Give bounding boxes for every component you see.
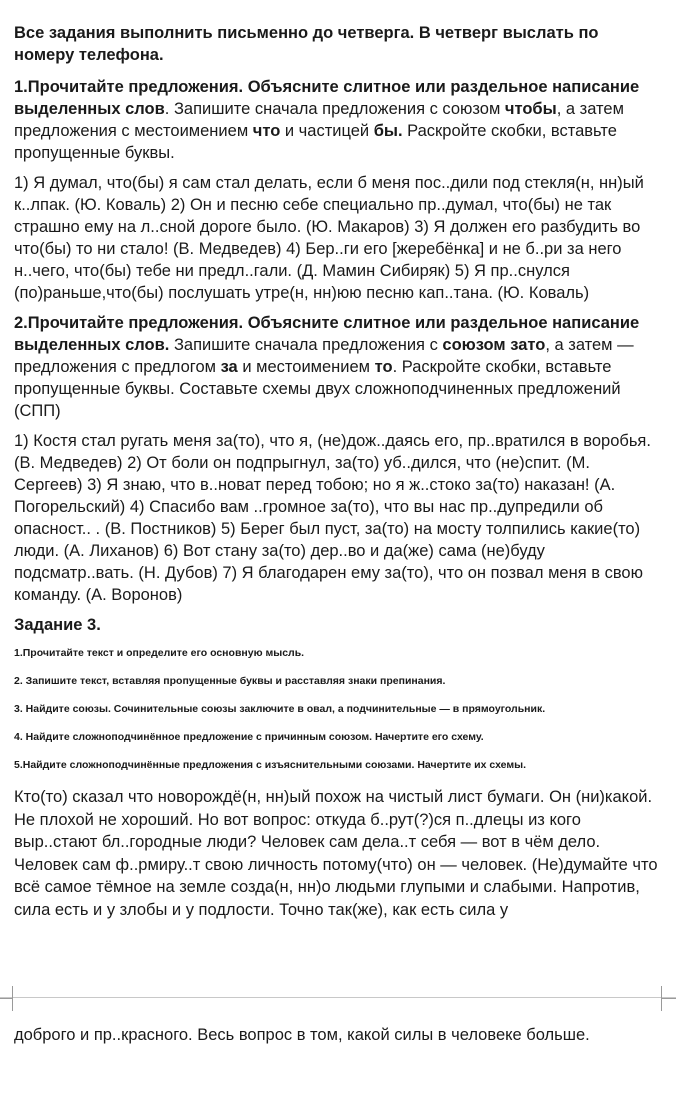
task2-instruction: 2.Прочитайте предложения. Объясните слитное или раздельное написание выделенных слов. Запишите сначала предложения с союзом зато, а затем — предложения с предлогом за и местоимением то. Раскройте скобки, вставьте пропущенные буквы. Составьте схемы двух сложноподчиненных предложений (СПП) bbox=[14, 314, 640, 420]
task3-text-continued: доброго и пр..красного. Весь вопрос в том, какой силы в человеке больше. bbox=[14, 1025, 590, 1044]
task2-sentences: 1) Костя стал ругать меня за(то), что я, (не)дож..даясь его, пр..вратился в воробья. (В. Медведев) 2) От боли он подпрыгнул, за(то) уб..дился, что (не)спит. (М. Сергеев) 3) Я знаю, что в..новат перед тобою; но я ж..стоко за(то) наказан! (А. Погорельский) 4) Спасибо вам ..громное за(то), что вы нас пр..дупредили об опасност.. . (В. Постников) 5) Берег был пуст, за(то) на мосту толпились какие(то) люди. (А. Лиханов) 6) Вот стану за(то) дер..во и да(же) сама (не)буду подсматр..вать. (Н. Дубов) 7) Я благодарен ему за(то), что он позвал меня в свою команду. (А. Воронов) bbox=[14, 432, 651, 604]
task1-sentences: 1) Я думал, что(бы) я сам стал делать, если б меня пос..дили под стекля(н, нн)ый к..лпак. (Ю. Коваль) 2) Он и песню себе специально пр..думал, что(бы) не так страшно ему на л..сной дороге было. (Ю. Макаров) 3) Я должен его разбудить во что(бы) то ни стало! (В. Медведев) 4) Бер..ги его [жеребёнка] и не б..ри за него н..чего, что(бы) тебе ни предл..гали. (Д. Мамин Сибиряк) 5) Я пр..снулся (по)раньше,что(бы) послушать утре(н, нн)юю песню кап..тана. (Ю. Коваль) bbox=[14, 174, 644, 302]
task3-heading: Задание 3. bbox=[14, 616, 101, 634]
corner-mark-icon bbox=[661, 998, 676, 1011]
task3-step: 5.Найдите сложноподчинённые предложения с изъяснительными союзами. Начертите их схемы. bbox=[14, 759, 527, 771]
task1-instruction: 1.Прочитайте предложения. Объясните слитное или раздельное написание выделенных слов. Запишите сначала предложения с союзом чтобы, а затем предложения с местоимением что и частицей бы. Раскройте скобки, вставьте пропущенные буквы. bbox=[14, 78, 640, 162]
page-break-line bbox=[0, 997, 676, 998]
document-page bbox=[14, 22, 662, 922]
task3-steps bbox=[14, 646, 662, 772]
task3-step: 1.Прочитайте текст и определите его основную мысль. bbox=[14, 647, 305, 659]
task3-step: 3. Найдите союзы. Сочинительные союзы заключите в овал, а подчинительные — в прямоугольник. bbox=[14, 703, 546, 715]
task3-step: 4. Найдите сложноподчинённое предложение с причинным союзом. Начертите его схему. bbox=[14, 731, 484, 743]
intro-instruction: Все задания выполнить письменно до четверга. В четверг выслать по номеру телефона. bbox=[14, 24, 599, 64]
task3-step: 2. Запишите текст, вставляя пропущенные буквы и расставляя знаки препинания. bbox=[14, 675, 446, 687]
corner-mark-icon bbox=[0, 998, 13, 1011]
page-break bbox=[0, 986, 676, 1010]
task1-title: 1.Прочитайте предложения. Объясните слитное или раздельное написание выделенных слов bbox=[14, 78, 640, 118]
task3-text: Кто(то) сказал что новорождё(н, нн)ый похож на чистый лист бумаги. Он (ни)какой. Не плохой не хороший. Но вот вопрос: откуда б..рут(?)ся п..длецы из кого выр..стают бл..городные люди? Человек сам дела..т себя — вот в чём дело. Человек сам ф..рмиру..т свою личность потому(что) он — человек. (Не)думайте что всё самое тёмное на земле созда(н, нн)о людьми глупыми и слабыми. Напротив, сила есть и у злобы и у подлости. Точно так(же), как есть сила у bbox=[14, 788, 658, 919]
task2-title: 2.Прочитайте предложения. Объясните слитное или раздельное написание выделенных слов. bbox=[14, 314, 640, 354]
